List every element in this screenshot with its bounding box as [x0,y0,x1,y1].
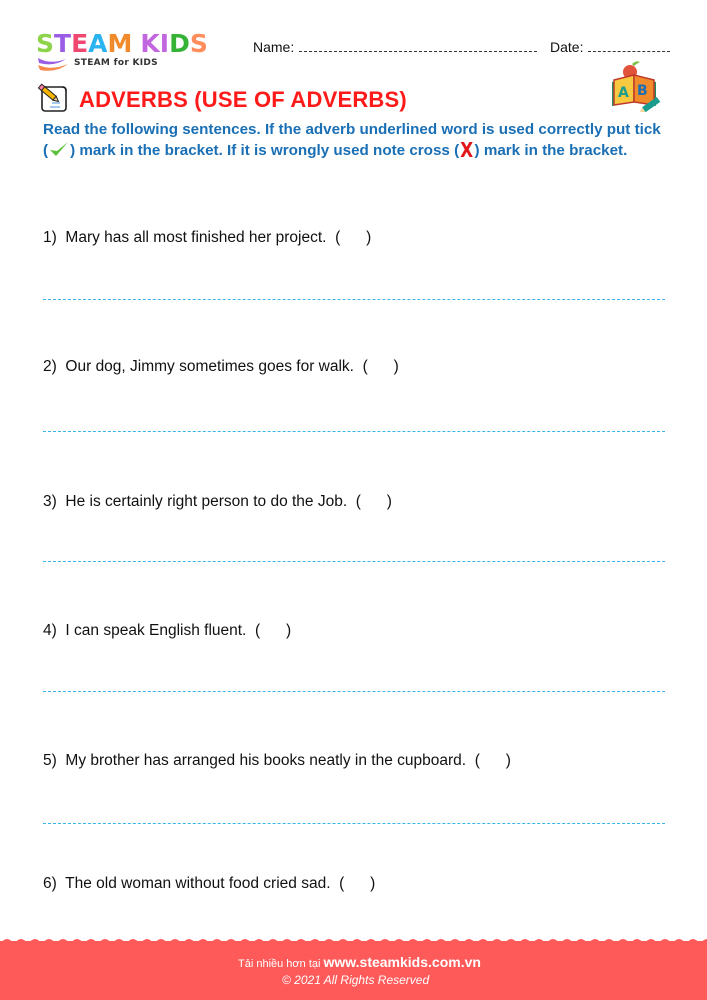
logo-letter: S [36,29,55,58]
question-2 [43,358,399,376]
question-3 [43,493,392,511]
answer-bracket[interactable]: ( ) [335,229,372,246]
answer-line[interactable] [43,823,665,824]
footer-banner [0,941,707,1000]
logo-letter: S [189,29,208,58]
abc-book-apple-icon [606,60,664,112]
date-field[interactable] [550,39,670,55]
logo-letter: T [54,29,72,58]
green-tick-icon [48,140,70,158]
question-text: My brother has arranged his books neatly in the cupboard. [65,752,467,769]
answer-line[interactable] [43,561,665,562]
answer-line[interactable] [43,299,665,300]
instruction-part-2: ) mark in the bracket. If it is wrongly used note cross ( [70,142,460,159]
answer-line[interactable] [43,431,665,432]
question-text: He is certainly right person to do the Job. [65,493,348,510]
pencil-paper-icon [36,83,70,113]
question-text: I can speak English fluent. [65,622,247,639]
red-cross-icon: X [460,138,474,162]
question-number: 2) [43,358,57,375]
question-1 [43,229,371,247]
name-field[interactable] [253,39,537,55]
name-label: Name: [253,39,295,55]
question-number: 3) [43,493,57,510]
logo-letter: I [159,29,170,58]
steam-kids-logo [36,30,236,74]
logo-letter: K [140,29,160,58]
question-5 [43,752,511,770]
logo-swoosh-icon [36,55,70,73]
logo-wordmark [36,30,208,58]
logo-letter: D [169,29,190,58]
logo-letter: E [71,29,89,58]
question-number: 5) [43,752,57,769]
question-text: Mary has all most finished her project. [65,229,327,246]
scalloped-edge [0,934,707,944]
question-text: Our dog, Jimmy sometimes goes for walk. [65,358,354,375]
date-blank-line[interactable] [588,40,670,52]
svg-text:A: A [618,85,629,101]
instruction-part-1: Read the following sentences. If the adverb underlined word is used correctly put tick ( [43,121,661,159]
footer-prefix: Tải nhiều hơn tại [238,958,324,970]
answer-bracket[interactable]: ( ) [362,358,399,375]
question-number: 6) [43,875,57,892]
logo-letter: A [88,29,108,58]
question-4 [43,622,291,640]
logo-letter: M [107,29,133,58]
answer-line[interactable] [43,691,665,692]
logo-tagline: STEAM for KIDS [74,58,158,68]
question-number: 1) [43,229,57,246]
footer-website-link[interactable]: www.steamkids.com.vn [323,954,481,970]
answer-bracket[interactable]: ( ) [355,493,392,510]
answer-bracket[interactable]: ( ) [255,622,292,639]
instruction-part-3: ) mark in the bracket. [474,142,628,159]
name-blank-line[interactable] [299,40,537,52]
worksheet-title: ADVERBS (USE OF ADVERBS) [79,87,407,112]
answer-bracket[interactable]: ( ) [474,752,511,769]
question-text: The old woman without food cried sad. [65,875,331,892]
answer-bracket[interactable]: ( ) [339,875,376,892]
svg-text:B: B [637,83,648,99]
date-label: Date: [550,39,584,55]
instructions-text [43,119,663,161]
question-6 [43,875,375,893]
footer-copyright: © 2021 All Rights Reserved [282,973,430,987]
question-number: 4) [43,622,57,639]
footer-download-text [238,954,481,970]
